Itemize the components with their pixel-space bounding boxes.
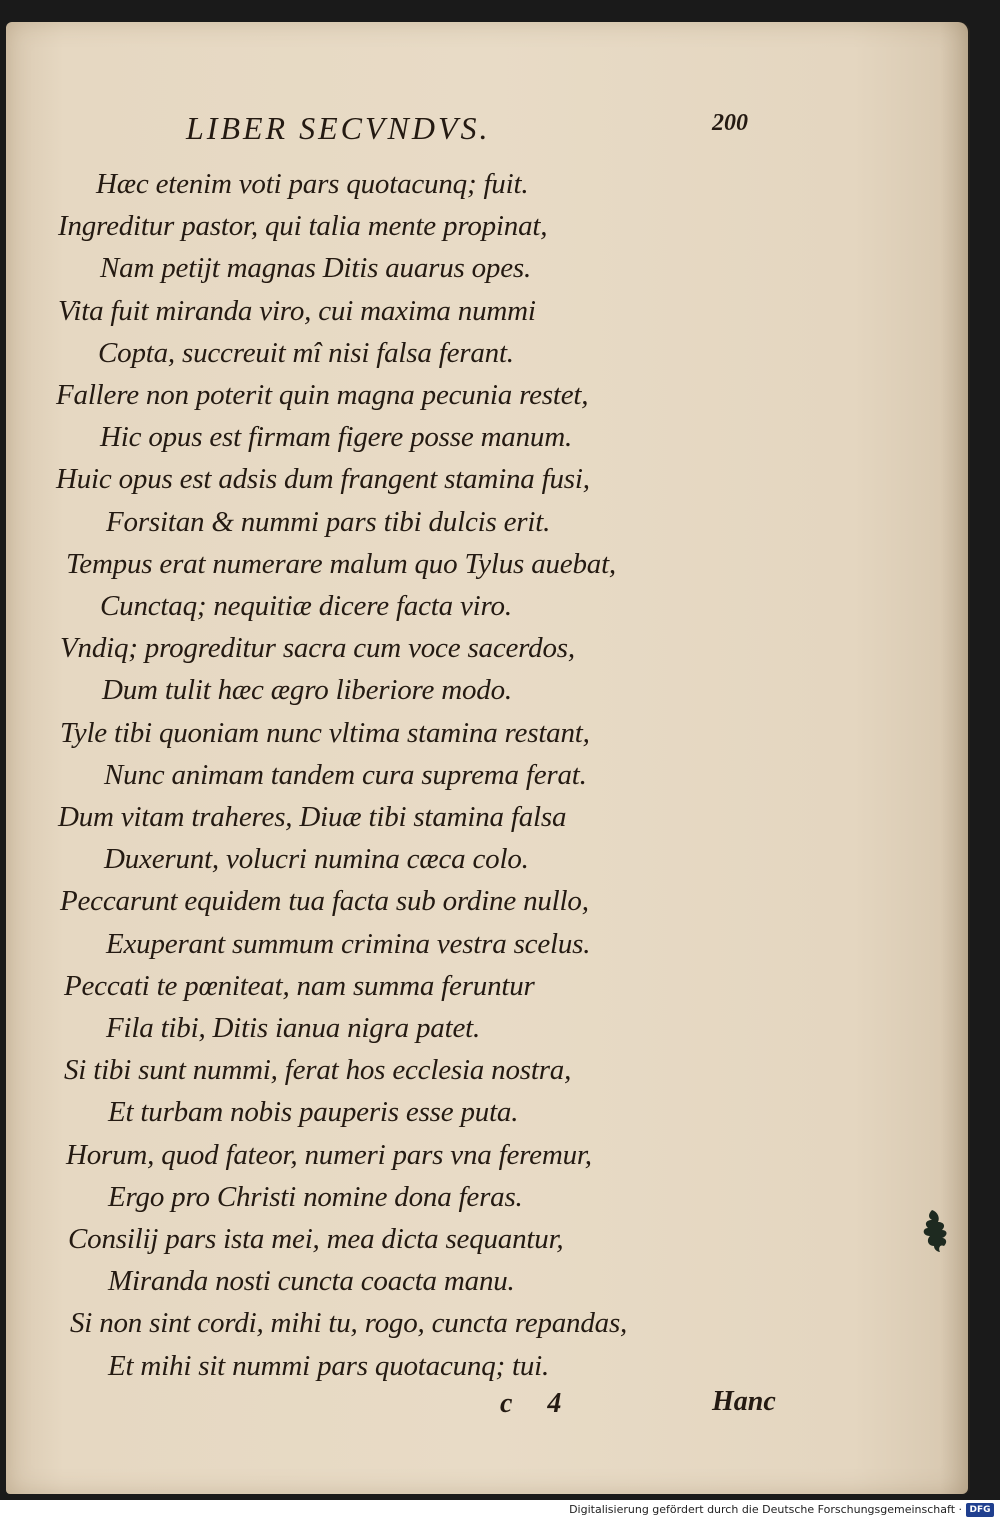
page-edge-shadow: [940, 22, 970, 1494]
dfg-logo-icon: DFG: [966, 1503, 994, 1517]
verse-line: Vndiq; progreditur sacra cum voce sacerdos,: [60, 632, 575, 665]
verse-line: Dum tulit hæc ægro liberiore modo.: [102, 674, 512, 707]
verse-line: Consilij pars ista mei, mea dicta sequantur,: [68, 1223, 564, 1255]
verse-line: Ingreditur pastor, qui talia mente propinat,: [58, 210, 548, 243]
fleuron-ornament-icon: [918, 1208, 952, 1254]
verse-line: Fallere non poterit quin magna pecunia restet,: [56, 379, 589, 411]
verse-line: Hæc etenim voti pars quotacunq; fuit.: [96, 168, 529, 200]
verse-line: Vita fuit miranda viro, cui maxima nummi: [58, 294, 536, 327]
verse-line: Tyle tibi quoniam nunc vltima stamina restant,: [60, 716, 590, 749]
verse-line: Peccarunt equidem tua facta sub ordine nullo,: [60, 885, 589, 918]
verse-line: Nam petijt magnas Ditis auarus opes.: [100, 252, 532, 285]
verse-line: Peccati te pœniteat, nam summa feruntur: [64, 969, 535, 1002]
verse-line: Exuperant summum crimina vestra scelus.: [106, 927, 591, 960]
verse-line: Et mihi sit nummi pars quotacunq; tui.: [108, 1349, 550, 1382]
verse-line: Copta, succreuit mî nisi falsa ferant.: [98, 336, 514, 369]
signature-mark: c 4: [500, 1388, 576, 1419]
verse-line: Si non sint cordi, mihi tu, rogo, cuncta repandas,: [70, 1307, 628, 1340]
verse-line: Hic opus est firmam figere posse manum.: [100, 421, 573, 454]
verse-line: Et turbam nobis pauperis esse puta.: [108, 1096, 519, 1129]
verse-line: Huic opus est adsis dum frangent stamina fusi,: [56, 463, 590, 496]
digitization-footer: [0, 1500, 1000, 1520]
verse-line: Tempus erat numerare malum quo Tylus auebat,: [66, 547, 616, 580]
verse-line: Horum, quod fateor, numeri pars vna feremur,: [66, 1138, 592, 1171]
running-head: LIBER SECVNDVS.: [186, 110, 491, 146]
verse-line: Si tibi sunt nummi, ferat hos ecclesia nostra,: [64, 1054, 572, 1087]
verse-line: Forsitan & nummi pars tibi dulcis erit.: [106, 505, 551, 538]
verse-line: Nunc animam tandem cura suprema ferat.: [104, 758, 587, 791]
verse-line: Fila tibi, Ditis ianua nigra patet.: [106, 1012, 481, 1044]
catchword: Hanc: [712, 1386, 776, 1417]
verse-line: Ergo pro Christi nomine dona feras.: [108, 1180, 523, 1213]
verse-line: Duxerunt, volucri numina cæca colo.: [104, 843, 529, 876]
funding-credit: Digitalisierung gefördert durch die Deutsche Forschungsgemeinschaft ·: [569, 1503, 962, 1516]
verse-line: Cunctaq; nequitiæ dicere facta viro.: [100, 590, 512, 622]
verse-line: Miranda nosti cuncta coacta manu.: [108, 1265, 515, 1298]
page-number: 200: [712, 110, 748, 136]
verse-line: Dum vitam traheres, Diuæ tibi stamina falsa: [58, 801, 567, 833]
